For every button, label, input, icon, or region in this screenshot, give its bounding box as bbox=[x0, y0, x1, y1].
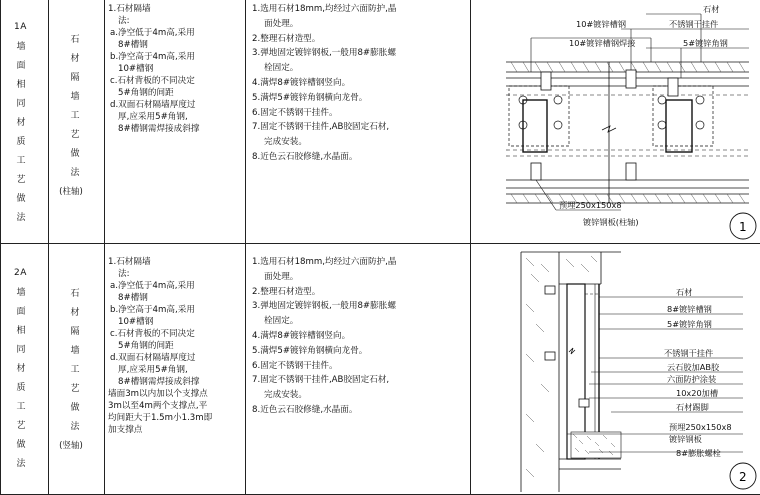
method-char: 艺 bbox=[70, 384, 80, 394]
category-char: 艺 bbox=[16, 421, 26, 431]
step-line: 5.满焊5#镀锌角钢横向龙骨。 bbox=[252, 92, 368, 103]
description-line: 均间距大于1.5m小1.3m即 bbox=[108, 413, 213, 423]
detail-number: 1 bbox=[739, 220, 747, 234]
figure-label: 5#镀锌角钢 bbox=[667, 319, 712, 329]
step-line: 7.固定不锈钢干挂件,AB胶固定石材, bbox=[252, 375, 390, 386]
grid-line bbox=[0, 0, 1, 495]
step-line: 2.整理石材造型。 bbox=[252, 33, 321, 44]
step-line: 8.近色云石胶修缝,水晶面。 bbox=[252, 404, 358, 415]
category-char: 同 bbox=[16, 99, 26, 109]
category-char: 相 bbox=[16, 326, 26, 336]
description-line: a.净空低于4m高,采用 bbox=[110, 281, 195, 291]
step-line: 3.弹地固定镀锌钢板,一般用8#膨胀螺 bbox=[252, 301, 396, 312]
step-line: 栓固定。 bbox=[264, 316, 299, 327]
category-char: 面 bbox=[16, 61, 26, 71]
description-line: 1.石材隔墙 bbox=[108, 257, 151, 267]
method-note: (竖轴) bbox=[59, 441, 83, 451]
description-line: 8#槽钢 bbox=[118, 293, 148, 303]
figure-label: 10#镀锌槽钢 bbox=[576, 19, 627, 29]
step-line: 1.选用石材18mm,均经过六面防护,晶 bbox=[252, 4, 397, 14]
description-line: 法: bbox=[118, 16, 130, 26]
step-line: 4.满焊8#镀锌槽钢竖向。 bbox=[252, 330, 351, 341]
method-char: 墙 bbox=[70, 346, 80, 356]
category-char: 墙 bbox=[16, 288, 26, 298]
steps-column bbox=[252, 256, 467, 419]
detail-number: 2 bbox=[739, 470, 747, 484]
method-char: 做 bbox=[70, 149, 80, 159]
description-column bbox=[108, 256, 243, 436]
row-code: 2A bbox=[14, 268, 27, 278]
description-line: c.石材背板的不同决定 bbox=[110, 76, 195, 86]
step-line: 7.固定不锈钢干挂件,AB胶固定石材, bbox=[252, 122, 390, 133]
figure-label: 10x20加槽 bbox=[676, 388, 719, 398]
plan-detail-drawing bbox=[471, 0, 760, 243]
description-line: 法: bbox=[118, 269, 130, 279]
step-line: 完成安装。 bbox=[264, 137, 307, 148]
description-line: 厚,应采用5#角钢, bbox=[118, 365, 188, 375]
category-char: 材 bbox=[16, 118, 26, 128]
description-line: 8#槽钢需焊接成斜撑 bbox=[118, 377, 200, 387]
figure-label: 石材 bbox=[676, 287, 693, 297]
description-line: 加支撑点 bbox=[108, 425, 143, 435]
steps-column bbox=[252, 3, 467, 166]
step-line: 4.满焊8#镀锌槽钢竖向。 bbox=[252, 77, 351, 88]
step-line: 1.选用石材18mm,均经过六面防护,晶 bbox=[252, 257, 397, 267]
method-char: 法 bbox=[70, 422, 80, 432]
method-char: 材 bbox=[70, 308, 80, 318]
category-char: 同 bbox=[16, 345, 26, 355]
figure-label: 石材踢脚 bbox=[676, 402, 709, 412]
step-line: 6.固定不锈钢干挂件。 bbox=[252, 107, 338, 118]
description-line: 墙面3m以内加以个支撑点 bbox=[108, 389, 208, 399]
description-line: 8#槽钢需焊接成斜撑 bbox=[118, 124, 200, 134]
method-char: 隔 bbox=[70, 73, 80, 83]
description-line: d.双面石材隔墙厚度过 bbox=[110, 100, 196, 110]
figure-label: 10#镀锌槽钢焊接 bbox=[569, 38, 636, 48]
category-char: 相 bbox=[16, 80, 26, 90]
figure-label: 预埋250x150x8 bbox=[669, 422, 732, 432]
description-line: 1.石材隔墙 bbox=[108, 4, 151, 14]
figure-label: 云石胶加AB胶 bbox=[667, 362, 720, 372]
category-char: 工 bbox=[16, 156, 26, 166]
method-char: 材 bbox=[70, 54, 80, 64]
description-line: c.石材背板的不同决定 bbox=[110, 329, 195, 339]
figure-label: 8#镀锌槽钢 bbox=[667, 304, 712, 314]
description-column bbox=[108, 3, 243, 135]
figure-label: 不锈钢干挂件 bbox=[669, 19, 719, 29]
category-char: 质 bbox=[16, 137, 26, 147]
category-char: 工 bbox=[16, 402, 26, 412]
figure-label: 镀锌钢板(柱轴) bbox=[583, 217, 639, 227]
description-line: 10#槽钢 bbox=[118, 317, 154, 327]
figure-label: 5#镀锌角钢 bbox=[683, 38, 728, 48]
step-line: 面处理。 bbox=[264, 271, 299, 282]
method-char: 石 bbox=[70, 289, 80, 299]
step-line: 完成安装。 bbox=[264, 390, 307, 401]
category-char: 面 bbox=[16, 307, 26, 317]
category-char: 墙 bbox=[16, 42, 26, 52]
grid-line bbox=[104, 0, 105, 495]
grid-line bbox=[48, 0, 49, 495]
method-note: (柱轴) bbox=[59, 187, 83, 197]
method-char: 法 bbox=[70, 168, 80, 178]
method-char: 墙 bbox=[70, 92, 80, 102]
method-char: 石 bbox=[70, 35, 80, 45]
description-line: d.双面石材隔墙厚度过 bbox=[110, 353, 196, 363]
method-char: 艺 bbox=[70, 130, 80, 140]
description-line: 3m以至4m两个支撑点,平 bbox=[108, 401, 208, 411]
step-line: 2.整理石材造型。 bbox=[252, 286, 321, 297]
method-column bbox=[59, 31, 85, 202]
description-line: a.净空低于4m高,采用 bbox=[110, 28, 195, 38]
figure-label: 石材 bbox=[703, 4, 720, 14]
description-line: 5#角钢的间距 bbox=[118, 88, 174, 98]
description-line: 8#槽钢 bbox=[118, 40, 148, 50]
category-column bbox=[14, 284, 28, 474]
figure-label: 不锈钢干挂件 bbox=[664, 348, 714, 358]
step-line: 栓固定。 bbox=[264, 63, 299, 74]
description-line: b.净空高于4m高,采用 bbox=[110, 305, 195, 315]
figure-label: 8#膨胀螺栓 bbox=[676, 448, 721, 458]
category-char: 法 bbox=[16, 459, 26, 469]
category-char: 质 bbox=[16, 383, 26, 393]
row-code: 1A bbox=[14, 22, 27, 32]
step-line: 面处理。 bbox=[264, 18, 299, 29]
step-line: 8.近色云石胶修缝,水晶面。 bbox=[252, 151, 358, 162]
figure-label: 镀锌钢板 bbox=[669, 434, 702, 444]
step-line: 5.满焊5#镀锌角钢横向龙骨。 bbox=[252, 345, 368, 356]
description-line: 5#角钢的间距 bbox=[118, 341, 174, 351]
category-char: 材 bbox=[16, 364, 26, 374]
description-line: b.净空高于4m高,采用 bbox=[110, 52, 195, 62]
grid-line bbox=[245, 0, 246, 495]
section-detail-drawing bbox=[471, 244, 760, 494]
category-char: 做 bbox=[16, 194, 26, 204]
description-line: 厚,应采用5#角钢, bbox=[118, 112, 188, 122]
figure-label: 预埋250x150x8 bbox=[559, 200, 622, 210]
category-char: 艺 bbox=[16, 175, 26, 185]
method-column bbox=[59, 285, 85, 456]
step-line: 3.弹地固定镀锌钢板,一般用8#膨胀螺 bbox=[252, 48, 396, 59]
category-column bbox=[14, 38, 28, 228]
category-char: 做 bbox=[16, 440, 26, 450]
figure-label: 六面防护涂装 bbox=[667, 374, 717, 384]
description-line: 10#槽钢 bbox=[118, 64, 154, 74]
method-char: 工 bbox=[70, 111, 80, 121]
category-char: 法 bbox=[16, 213, 26, 223]
method-char: 做 bbox=[70, 403, 80, 413]
method-char: 隔 bbox=[70, 327, 80, 337]
method-char: 工 bbox=[70, 365, 80, 375]
step-line: 6.固定不锈钢干挂件。 bbox=[252, 360, 338, 371]
